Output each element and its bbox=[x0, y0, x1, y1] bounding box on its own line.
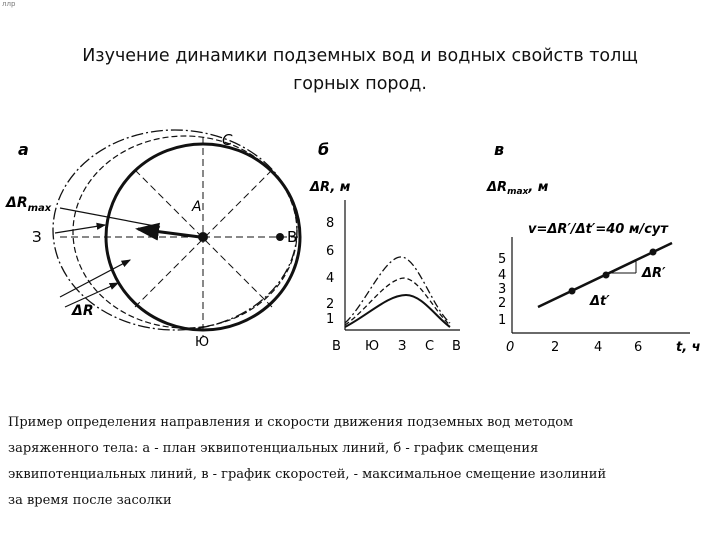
panel-v-point-2 bbox=[603, 272, 610, 279]
panel-v-label-dR: ΔR′ bbox=[642, 266, 666, 281]
label-dR: ΔR bbox=[72, 303, 94, 319]
panel-v-ytick-5: 5 bbox=[498, 252, 507, 267]
caption-line-3: эквипотенциальных линий, в - график скоростей, - максимальное смещение изолиний bbox=[8, 467, 607, 482]
panel-b-curve-solid bbox=[345, 295, 450, 327]
panel-a-label: а bbox=[18, 140, 29, 159]
panel-a bbox=[5, 130, 300, 350]
caption-line-4: за время после засолки bbox=[8, 493, 172, 508]
point-east bbox=[276, 233, 284, 241]
caption-line-1: Пример определения направления и скорости движения подземных вод методом bbox=[8, 415, 574, 430]
panel-b-ytick-1: 1 bbox=[326, 312, 335, 327]
panel-b-ytick-8: 8 bbox=[326, 216, 335, 231]
panel-b-ytick-4: 4 bbox=[326, 271, 335, 286]
label-Yu: Ю bbox=[195, 335, 210, 350]
panel-v-ytick-2: 2 bbox=[498, 296, 507, 311]
panel-v-ylabel: $\Delta R_{max}$, м bbox=[487, 180, 549, 197]
dRmax-arrow bbox=[55, 225, 105, 233]
label-dRmax: $\Delta R_{max}$ bbox=[6, 195, 52, 214]
label-Z: З bbox=[32, 228, 42, 246]
panel-v-ytick-4: 4 bbox=[498, 268, 507, 283]
panel-b-ytick-2: 2 bbox=[326, 297, 335, 312]
title-line-1: Изучение динамики подземных вод и водных свойств толщ bbox=[82, 46, 638, 66]
panel-v-label: в bbox=[494, 140, 505, 159]
figure bbox=[0, 125, 720, 360]
caption-line-2: заряженного тела: а - план эквипотенциальных линий, б - график смещения bbox=[8, 441, 539, 456]
panel-v-xtick-2: 2 bbox=[551, 340, 560, 355]
title-line-2: горных пород. bbox=[293, 74, 427, 94]
panel-v-label-dt: Δt′ bbox=[590, 294, 610, 309]
panel-v-formula: v=ΔR′/Δt′=40 м/сут bbox=[528, 222, 668, 237]
panel-b-label: б bbox=[318, 140, 330, 159]
panel-b-xtick-2: З bbox=[398, 339, 407, 354]
panel-b bbox=[309, 140, 461, 354]
panel-b-xtick-0: В bbox=[332, 339, 341, 354]
panel-v-ytick-1: 1 bbox=[498, 313, 507, 328]
panel-b-xtick-1: Ю bbox=[365, 339, 380, 354]
panel-b-ylabel: ΔR, м bbox=[310, 180, 351, 195]
figure-caption bbox=[8, 410, 720, 514]
equipotential-outer bbox=[53, 130, 297, 330]
panel-b-xtick-4: В bbox=[452, 339, 461, 354]
panel-v-point-1 bbox=[569, 288, 576, 295]
corner-mark: ллр bbox=[2, 0, 16, 8]
panel-v-point-3 bbox=[650, 249, 657, 256]
panel-b-ytick-6: 6 bbox=[326, 244, 335, 259]
panel-v-xtick-0: 0 bbox=[506, 340, 515, 355]
panel-v-xlabel: t, ч bbox=[676, 340, 701, 355]
flow-arrow bbox=[138, 229, 200, 237]
panel-v-xtick-4: 4 bbox=[594, 340, 603, 355]
label-A: А bbox=[192, 199, 202, 215]
panel-v bbox=[486, 140, 701, 355]
panel-v-xtick-6: 6 bbox=[634, 340, 643, 355]
label-C: С bbox=[222, 131, 233, 149]
label-B: В bbox=[287, 228, 298, 246]
slide-title bbox=[20, 42, 700, 98]
panel-v-ytick-3: 3 bbox=[498, 282, 507, 297]
panel-b-xtick-3: С bbox=[425, 339, 435, 354]
dR-leader-1 bbox=[60, 260, 130, 297]
